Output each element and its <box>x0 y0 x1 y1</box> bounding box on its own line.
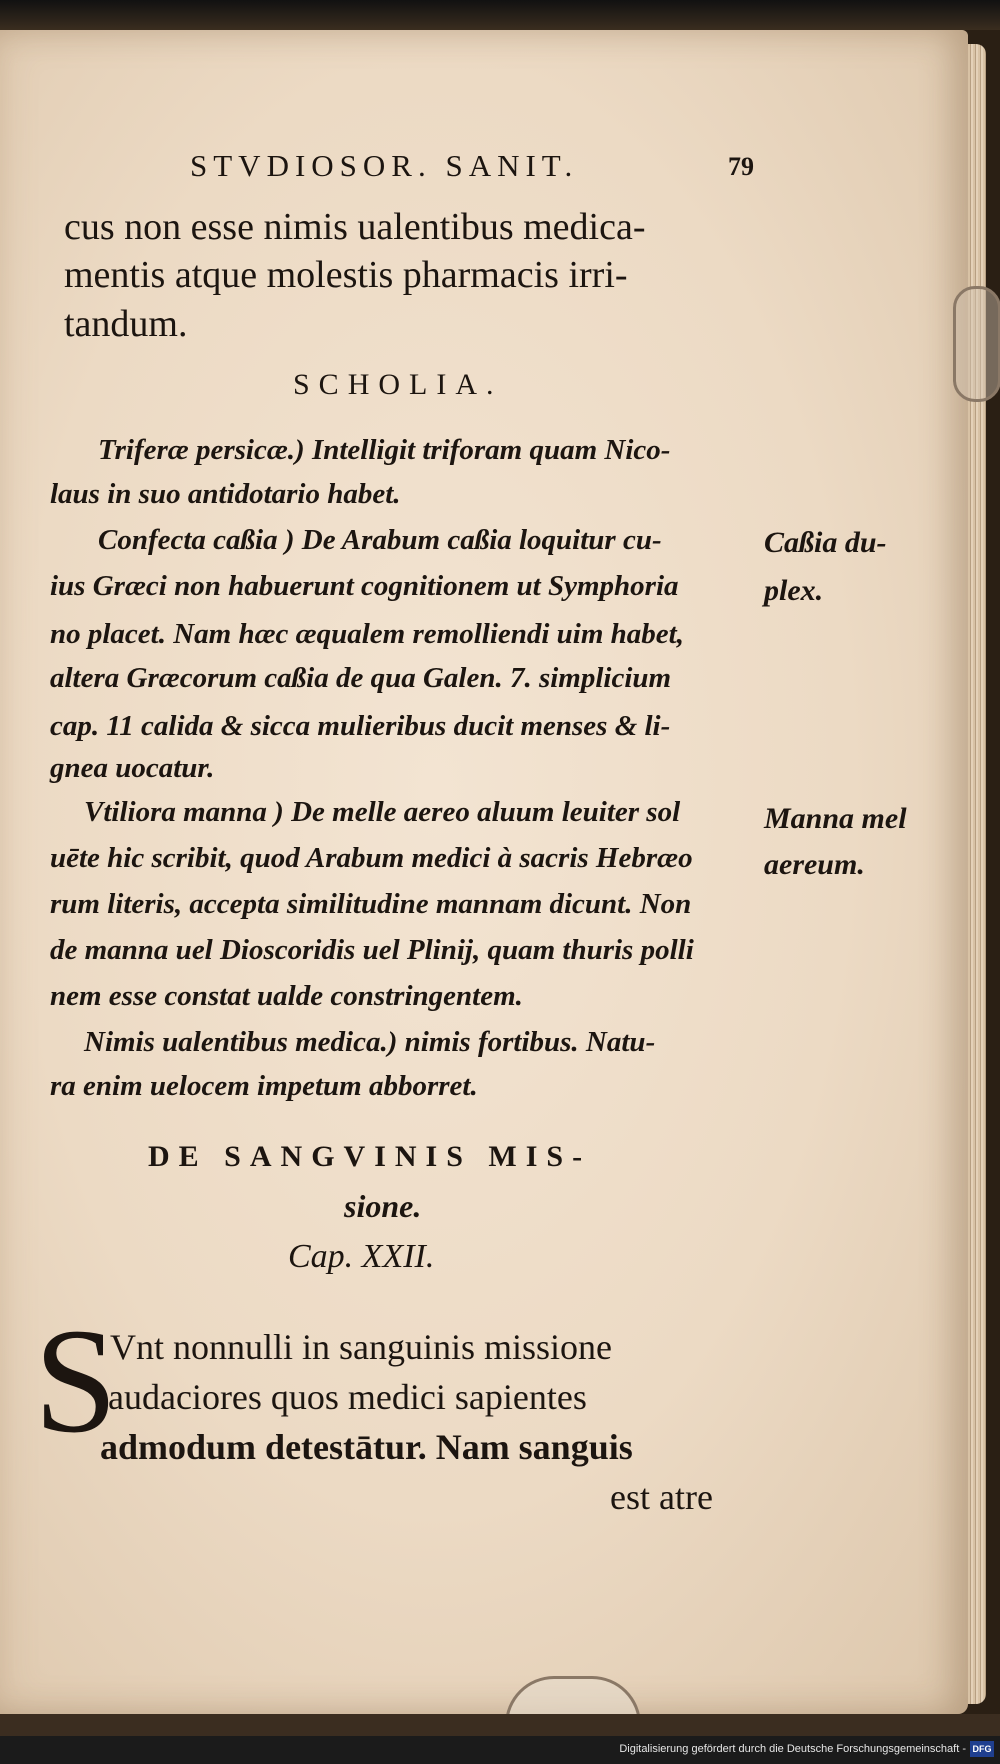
body-line-3: tandum. <box>64 303 188 345</box>
scan-bottom-edge <box>0 1714 1000 1736</box>
scholia-line-2: laus in suo antidotario habet. <box>50 478 401 510</box>
scholia-line-1: Triferæ persicæ.) Intelligit triforam quam Nico- <box>98 434 671 466</box>
scholia-line-7: cap. 11 calida & sicca mulieribus ducit menses & li- <box>50 710 671 742</box>
chapter-line-4-catchword: est atre <box>610 1477 713 1517</box>
credit-text: Digitalisierung gefördert durch die Deutsche Forschungsgemeinschaft - <box>619 1743 966 1755</box>
drop-cap-s: S <box>34 1298 118 1464</box>
chapter-title-line-1: DE SANGVINIS MIS- <box>148 1140 592 1173</box>
margin-note-cassia-line-2: plex. <box>764 574 824 607</box>
scholia-line-6: altera Græcorum caßia de qua Galen. 7. simplicium <box>50 662 672 694</box>
folio-number: 79 <box>728 152 754 181</box>
running-head: STVDIOSOR. SANIT. <box>190 148 579 183</box>
scholia-heading: SCHOLIA. <box>293 368 503 401</box>
scholia-line-8: gnea uocatur. <box>50 752 215 784</box>
scholia-line-9: Vtiliora manna ) De melle aereo aluum leuiter sol <box>84 796 681 828</box>
chapter-title-line-2: sione. <box>344 1188 422 1224</box>
chapter-line-2: audaciores quos medici sapientes <box>108 1377 587 1417</box>
dfg-logo: DFG <box>970 1741 994 1757</box>
scholia-line-12: de manna uel Dioscoridis uel Plinij, quam thuris polli <box>50 934 694 966</box>
chapter-number: Cap. XXII. <box>288 1238 435 1275</box>
credit-footer <box>0 1736 1000 1764</box>
scholia-line-14: Nimis ualentibus medica.) nimis fortibus. Natu- <box>84 1026 656 1058</box>
scholia-line-11: rum literis, accepta similitudine mannam dicunt. Non <box>50 888 692 920</box>
body-line-2: mentis atque molestis pharmacis irri- <box>64 254 628 296</box>
scholia-line-3: Confecta caßia ) De Arabum caßia loquitur cu- <box>98 524 662 556</box>
margin-note-manna-line-1: Manna mel <box>764 802 907 835</box>
scholia-line-15: ra enim uelocem impetum abborret. <box>50 1070 478 1102</box>
scholia-line-13: nem esse constat ualde constringentem. <box>50 980 523 1012</box>
chapter-line-3: admodum detestātur. Nam sanguis <box>100 1427 633 1467</box>
chapter-line-1: Vnt nonnulli in sanguinis missione <box>110 1327 613 1367</box>
body-line-1: cus non esse nimis ualentibus medica- <box>64 206 646 248</box>
margin-note-manna-line-2: aereum. <box>764 848 865 881</box>
scholia-line-4: ius Græci non habuerunt cognitionem ut Symphoria <box>50 570 679 602</box>
page-clip-right <box>953 286 1000 402</box>
scholia-line-5: no placet. Nam hæc æqualem remolliendi uim habet, <box>50 618 684 650</box>
scholia-line-10: uēte hic scribit, quod Arabum medici à sacris Hebræo <box>50 842 693 874</box>
scan-top-edge <box>0 0 1000 30</box>
margin-note-cassia-line-1: Caßia du- <box>764 526 887 559</box>
